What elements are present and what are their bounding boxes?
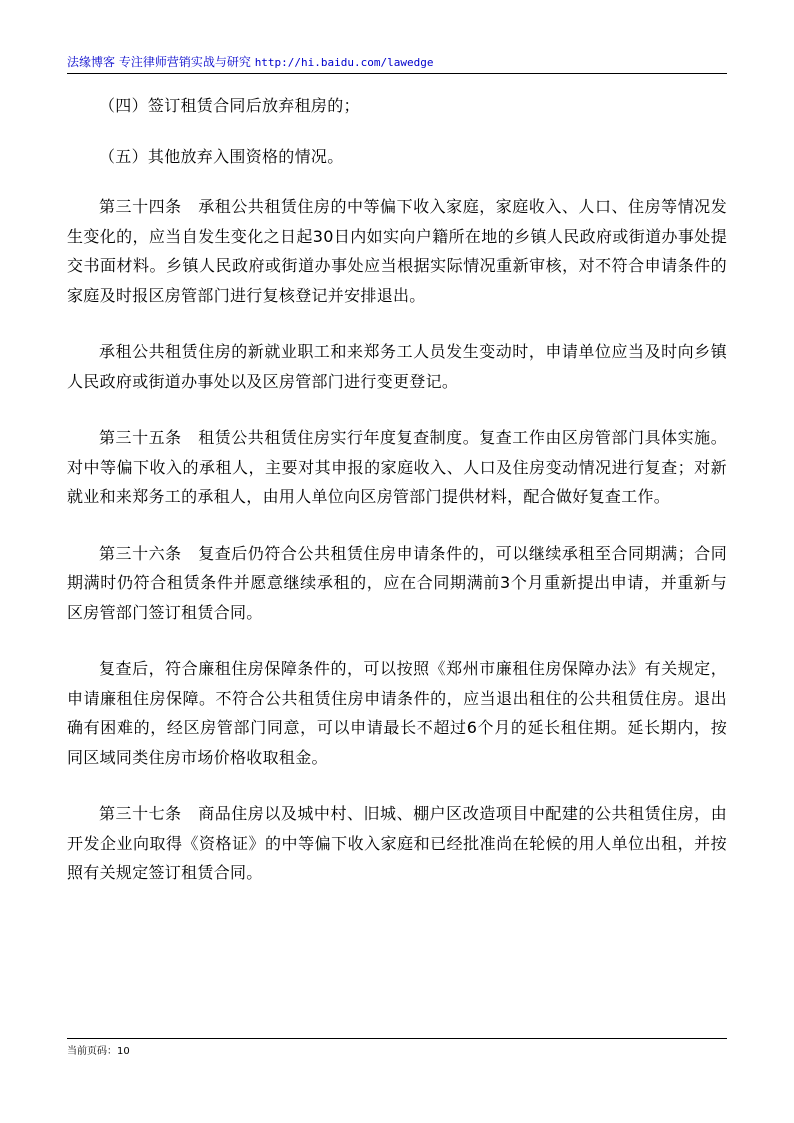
article-36: 第三十六条 复查后仍符合公共租赁住房申请条件的，可以继续承租至合同期满；合同期满时仍符合租赁条件并愿意继续承租的，应在合同期满前3个月重新提出申请，并重新与区房管部门签订租赁合同。 <box>67 543 727 622</box>
clause-item-5: （五）其他放弃入围资格的情况。 <box>99 146 344 166</box>
article-35: 第三十五条 租赁公共租赁住房实行年度复查制度。复查工作由区房管部门具体实施。对中等偏下收入的承租人，主要对其申报的家庭收入、人口及住房变动情况进行复查；对新就业和来郑务工的承租人，由用人单位向区房管部门提供材料，配合做好复查工作。 <box>67 428 727 506</box>
article-34: 第三十四条 承租公共租赁住房的中等偏下收入家庭，家庭收入、人口、住房等情况发生变化的，应当自发生变化之日起30日内如实向户籍所在地的乡镇人民政府或街道办事处提交书面材料。乡镇人民政府或街道办事处应当根据实际情况重新审核，对不符合申请条件的家庭及时报区房管部门进行复核登记并安排退出。 <box>67 197 727 305</box>
blog-tagline: 专注律师营销实战与研究 <box>118 55 251 69</box>
page-header <box>67 52 727 72</box>
blog-name: 法缘博客 <box>67 55 116 69</box>
footer-divider <box>67 1038 727 1039</box>
article-37: 第三十七条 商品住房以及城中村、旧城、棚户区改造项目中配建的公共租赁住房，由开发企业向取得《资格证》的中等偏下收入家庭和已经批准尚在轮候的用人单位出租，并按照有关规定签订租赁合同。 <box>67 804 727 882</box>
document-body <box>67 91 727 915</box>
header-divider <box>67 73 727 74</box>
page-number: 当前页码：10 <box>67 1046 130 1057</box>
blog-url-link[interactable]: http://hi.baidu.com/lawedge <box>254 56 434 69</box>
clause-item-4: （四）签订租赁合同后放弃租房的； <box>99 96 360 115</box>
article-36-paragraph-2: 复查后，符合廉租住房保障条件的，可以按照《郑州市廉租住房保障办法》有关规定，申请廉租住房保障。不符合公共租赁住房申请条件的，应当退出租住的公共租赁住房。退出确有困难的，经区房管部门同意，可以申请最长不超过6个月的延长租住期。延长期内，按同区域同类住房市场价格收取租金。 <box>67 659 727 767</box>
article-34-paragraph-2: 承租公共租赁住房的新就业职工和来郑务工人员发生变动时，申请单位应当及时向乡镇人民政府或街道办事处以及区房管部门进行变更登记。 <box>67 342 727 391</box>
